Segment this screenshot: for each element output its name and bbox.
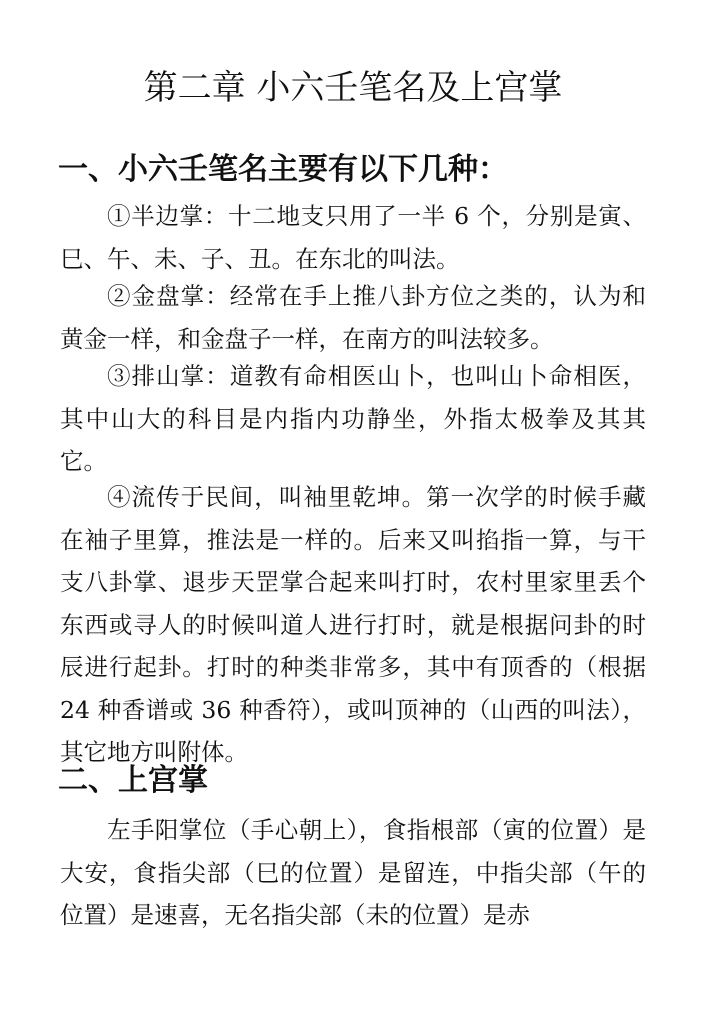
chapter-title: 第二章 小六壬笔名及上宫掌 — [143, 68, 563, 108]
paragraph-left-hand-positions: 左手阳掌位（手心朝上），食指根部（寅的位置）是大安，食指尖部（巳的位置）是留连，中指尖部（午的位置）是速喜，无名指尖部（未的位置）是赤 — [60, 816, 646, 929]
paragraph-gold-plate-palm: ②金盘掌：经常在手上推八卦方位之类的，认为和黄金一样，和金盘子一样，在南方的叫法较多。 — [60, 282, 646, 353]
paragraph-mountain-palm: ③排山掌：道教有命相医山卜，也叫山卜命相医，其中山大的科目是内指内功静坐，外指太极拳及其其它。 — [60, 362, 646, 475]
paragraph-sleeve-universe: ④流传于民间，叫袖里乾坤。第一次学的时候手藏在袖子里算，推法是一样的。后来又叫掐指一算，与干支八卦掌、退步天罡掌合起来叫打时，农村里家里丢个东西或寻人的时候叫道人进行打时，就是根据问卦的时辰进行起卦。打时的种类非常多，其中有顶香的（根据 24 种香谱或 36 种香符），或叫顶神的（山西的叫法），其它地方叫附体。 — [60, 483, 646, 766]
section-heading-upper-palace: 二、上宫掌 — [58, 763, 208, 798]
paragraph-half-palm: ①半边掌：十二地支只用了一半 6 个，分别是寅、巳、午、未、子、丑。在东北的叫法。 — [60, 202, 646, 273]
section-heading-pen-names: 一、小六壬笔名主要有以下几种： — [58, 152, 508, 187]
